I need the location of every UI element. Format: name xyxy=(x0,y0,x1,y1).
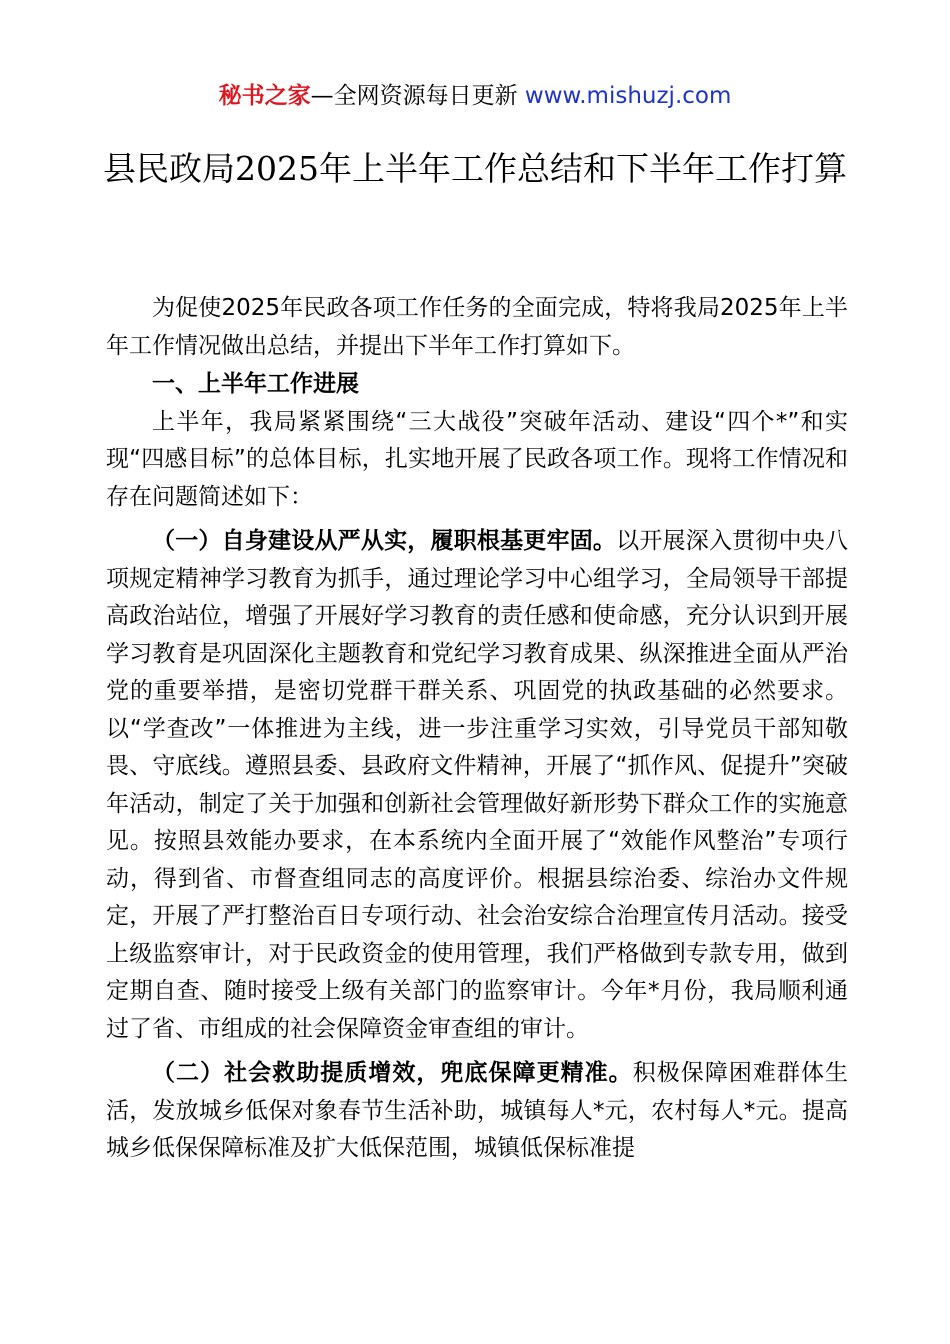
section-heading: 一、上半年工作进展 xyxy=(152,371,359,397)
document-body xyxy=(106,290,848,1168)
item-lead-1: （一）自身建设从严从实，履职根基更牢固。 xyxy=(152,528,617,554)
item-body-1: 以开展深入贯彻中央八项规定精神学习教育为抓手，通过理论学习中心组学习，全局领导干部提高政治站位，增强了开展好学习教育的责任感和使命感，充分认识到开展学习教育是巩固深化主题教育和党纪学习教育成果、纵深推进全面从严治党的重要举措，是密切党群干群关系、巩固党的执政基础的必然要求。以“学查改”一体推进为主线，进一步注重学习实效，引导党员干部知敬畏、守底线。遵照县委、县政府文件精神，开展了“抓作风、促提升”突破年活动，制定了关于加强和创新社会管理做好新形势下群众工作的实施意见。按照县效能办要求，在本系统内全面开展了“效能作风整治”专项行动，得到省、市督查组同志的高度评价。根据县综治委、综治办文件规定，开展了严打整治百日专项行动、社会治安综合治理宣传月活动。接受上级监察审计，对于民政资金的使用管理，我们严格做到专款专用，做到定期自查、随时接受上级有关部门的监察审计。今年*月份，我局顺利通过了省、市组成的社会保障资金审查组的审计。 xyxy=(106,528,849,1042)
item-paragraph-2 xyxy=(106,1055,848,1168)
site-header xyxy=(0,80,950,112)
header-tagline: —全网资源每日更新 xyxy=(310,83,525,109)
site-url-link[interactable]: www.mishuzj.com xyxy=(524,83,732,109)
intro-paragraph: 为促使2025年民政各项工作任务的全面完成，特将我局2025年上半年工作情况做出总结，并提出下半年工作打算如下。 xyxy=(106,295,848,359)
item-body-2: 积极保障困难群体生活，发放城乡低保对象春节生活补助，城镇每人*元，农村每人*元。提高城乡低保保障标准及扩大低保范围，城镇低保标准提 xyxy=(106,1060,849,1161)
item-paragraph-1 xyxy=(106,523,848,1048)
item-lead-2: （二）社会救助提质增效，兜底保障更精准。 xyxy=(152,1060,633,1086)
document-title: 县民政局2025年上半年工作总结和下半年工作打算 xyxy=(103,149,847,188)
brand-name: 秘书之家 xyxy=(218,83,311,109)
section-intro-paragraph: 上半年，我局紧紧围绕“三大战役”突破年活动、建设“四个*”和实现“四感目标”的总体目标，扎实地开展了民政各项工作。现将工作情况和存在问题简述如下： xyxy=(106,408,848,510)
